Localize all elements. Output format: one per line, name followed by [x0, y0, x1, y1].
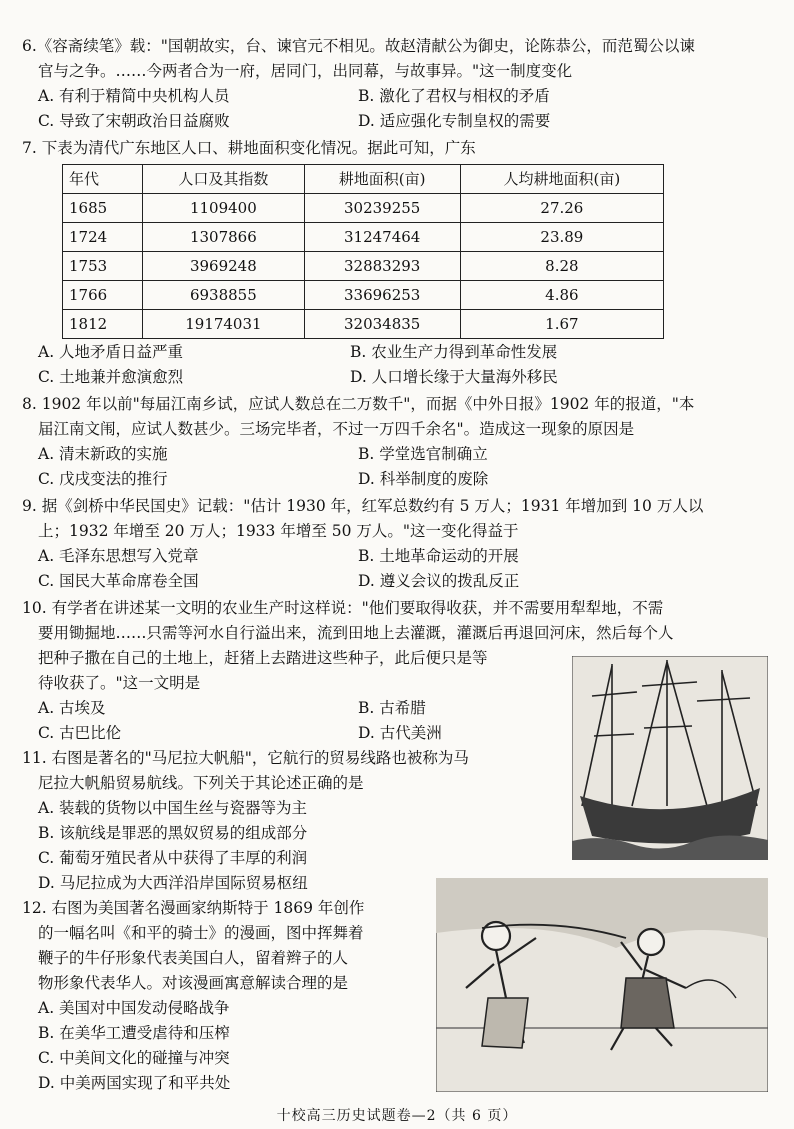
q11-option-c[interactable]: C. 葡萄牙殖民者从中获得了丰厚的利润 [38, 849, 308, 867]
q12-option-b[interactable]: B. 在美华工遭受虐待和压榨 [38, 1024, 230, 1042]
q10-stem-line2: 要用锄掘地……只需等河水自行溢出来，流到田地上去灌溉，灌溉后再退回河床，然后每个人 [38, 624, 674, 642]
q12-stem-line1: 12. 右图为美国著名漫画家纳斯特于 1869 年创作 [22, 899, 365, 917]
q6-option-c[interactable]: C. 导致了宋朝政治日益腐败 [38, 112, 230, 130]
table-cell: 1.67 [460, 310, 663, 339]
q6-option-b[interactable]: B. 激化了君权与相权的矛盾 [358, 87, 550, 105]
q9-option-c[interactable]: C. 国民大革命席卷全国 [38, 572, 199, 590]
table-row [63, 194, 664, 223]
table-header-cell: 耕地面积(亩) [304, 165, 460, 194]
q9-option-a[interactable]: A. 毛泽东思想写入党章 [38, 547, 199, 565]
q11-option-a[interactable]: A. 装载的货物以中国生丝与瓷器等为主 [38, 799, 308, 817]
table-cell: 30239255 [304, 194, 460, 223]
table-header-cell: 人口及其指数 [143, 165, 304, 194]
table-cell: 1812 [63, 310, 143, 339]
q6-options [22, 84, 678, 134]
q7-option-c[interactable]: C. 土地兼并愈演愈烈 [38, 368, 184, 386]
q9-stem-line1: 9. 据《剑桥中华民国史》记载："估计 1930 年，红军总数约有 5 万人；1931 年增加到 10 万人以 [22, 497, 704, 515]
table-header-row [63, 165, 664, 194]
q11-option-b[interactable]: B. 该航线是罪恶的黑奴贸易的组成部分 [38, 824, 308, 842]
q8-stem-line1: 8. 1902 年以前"每届江南乡试，应试人数总在二万数千"，而据《中外日报》1902 年的报道，"本 [22, 395, 695, 413]
q12-stem-line4: 物形象代表华人。对该漫画寓意解读合理的是 [38, 974, 349, 992]
table-cell: 6938855 [143, 281, 304, 310]
table-cell: 19174031 [143, 310, 304, 339]
q11-option-d[interactable]: D. 马尼拉成为大西洋沿岸国际贸易枢纽 [38, 874, 308, 892]
q8-stem-line2: 届江南文闱，应试人数甚少。三场完毕者，不过一万四千余名"。造成这一现象的原因是 [38, 420, 635, 438]
table-row [63, 281, 664, 310]
q10-stem-line1: 10. 有学者在讲述某一文明的农业生产时这样说："他们要取得收获，并不需要用犁犁地，不需 [22, 599, 664, 617]
table-row [63, 223, 664, 252]
q6-option-a[interactable]: A. 有利于精简中央机构人员 [38, 87, 230, 105]
question-7 [22, 136, 794, 161]
q7-stem-line1: 7. 下表为清代广东地区人口、耕地面积变化情况。据此可知，广东 [22, 139, 476, 157]
table-cell: 31247464 [304, 223, 460, 252]
table-cell: 1109400 [143, 194, 304, 223]
q7-option-a[interactable]: A. 人地矛盾日益严重 [38, 343, 184, 361]
q12-stem-line2: 的一幅名叫《和平的骑士》的漫画，图中挥舞着 [38, 924, 364, 942]
table-cell: 33696253 [304, 281, 460, 310]
question-8 [22, 392, 794, 492]
q9-option-b[interactable]: B. 土地革命运动的开展 [358, 547, 519, 565]
q10-option-c[interactable]: C. 古巴比伦 [38, 724, 122, 742]
q9-options [22, 544, 678, 594]
q12-option-a[interactable]: A. 美国对中国发动侵略战争 [38, 999, 230, 1017]
table-cell: 32034835 [304, 310, 460, 339]
q8-option-b[interactable]: B. 学堂选官制确立 [358, 445, 488, 463]
q8-option-d[interactable]: D. 科举制度的废除 [358, 470, 489, 488]
table-header-cell: 人均耕地面积(亩) [460, 165, 663, 194]
q6-stem-line1: 6.《容斋续笔》载："国朝故实，台、谏官元不相见。故赵清献公为御史，论陈恭公，而范蜀公以谏 [22, 37, 695, 55]
q9-option-d[interactable]: D. 遵义会议的拨乱反正 [358, 572, 520, 590]
table-cell: 27.26 [460, 194, 663, 223]
q10-stem-line4: 待收获了。"这一文明是 [38, 674, 201, 692]
table-cell: 3969248 [143, 252, 304, 281]
question-11 [22, 746, 794, 896]
q7-option-d[interactable]: D. 人口增长缘于大量海外移民 [350, 368, 558, 386]
table-cell: 1753 [63, 252, 143, 281]
table-cell: 1724 [63, 223, 143, 252]
q10-option-b[interactable]: B. 古希腊 [358, 699, 426, 717]
table-cell: 1766 [63, 281, 143, 310]
q8-option-a[interactable]: A. 清末新政的实施 [38, 445, 168, 463]
table-cell: 32883293 [304, 252, 460, 281]
page-footer: 十校高三历史试题卷—2（共 6 页） [276, 1108, 518, 1124]
q11-stem-line1: 11. 右图是著名的"马尼拉大帆船"，它航行的贸易线路也被称为马 [22, 749, 469, 767]
q12-option-c[interactable]: C. 中美间文化的碰撞与冲突 [38, 1049, 230, 1067]
question-6 [22, 34, 794, 134]
q7-options [38, 340, 662, 390]
table-cell: 4.86 [460, 281, 663, 310]
q8-option-c[interactable]: C. 戊戌变法的推行 [38, 470, 168, 488]
table-row [63, 310, 664, 339]
q11-stem-line2: 尼拉大帆船贸易航线。下列关于其论述正确的是 [38, 774, 364, 792]
q12-stem-line3: 鞭子的牛仔形象代表美国白人，留着辫子的人 [38, 949, 349, 967]
q12-option-d[interactable]: D. 中美两国实现了和平共处 [38, 1074, 231, 1092]
table-cell: 1307866 [143, 223, 304, 252]
q10-option-a[interactable]: A. 古埃及 [38, 699, 106, 717]
q10-option-d[interactable]: D. 古代美洲 [358, 724, 442, 742]
q7-option-b[interactable]: B. 农业生产力得到革命性发展 [350, 343, 558, 361]
q8-options [22, 442, 678, 492]
table-cell: 8.28 [460, 252, 663, 281]
pacific-chivalry-cartoon [436, 878, 768, 1092]
table-header-cell: 年代 [63, 165, 143, 194]
q10-stem-line3: 把种子撒在自己的土地上，赶猪上去踏进这些种子，此后便只是等 [38, 649, 488, 667]
q9-stem-line2: 上；1932 年增至 20 万人；1933 年增至 50 万人。"这一变化得益于 [38, 522, 519, 540]
q7-data-table [62, 164, 664, 339]
question-9 [22, 494, 794, 594]
q6-option-d[interactable]: D. 适应强化专制皇权的需要 [358, 112, 551, 130]
table-cell: 23.89 [460, 223, 663, 252]
table-row [63, 252, 664, 281]
q6-stem-line2: 官与之争。……今两者合为一府，居同门，出同幕，与故事异。"这一制度变化 [38, 62, 573, 80]
table-cell: 1685 [63, 194, 143, 223]
q7-options-wrap [38, 340, 794, 390]
